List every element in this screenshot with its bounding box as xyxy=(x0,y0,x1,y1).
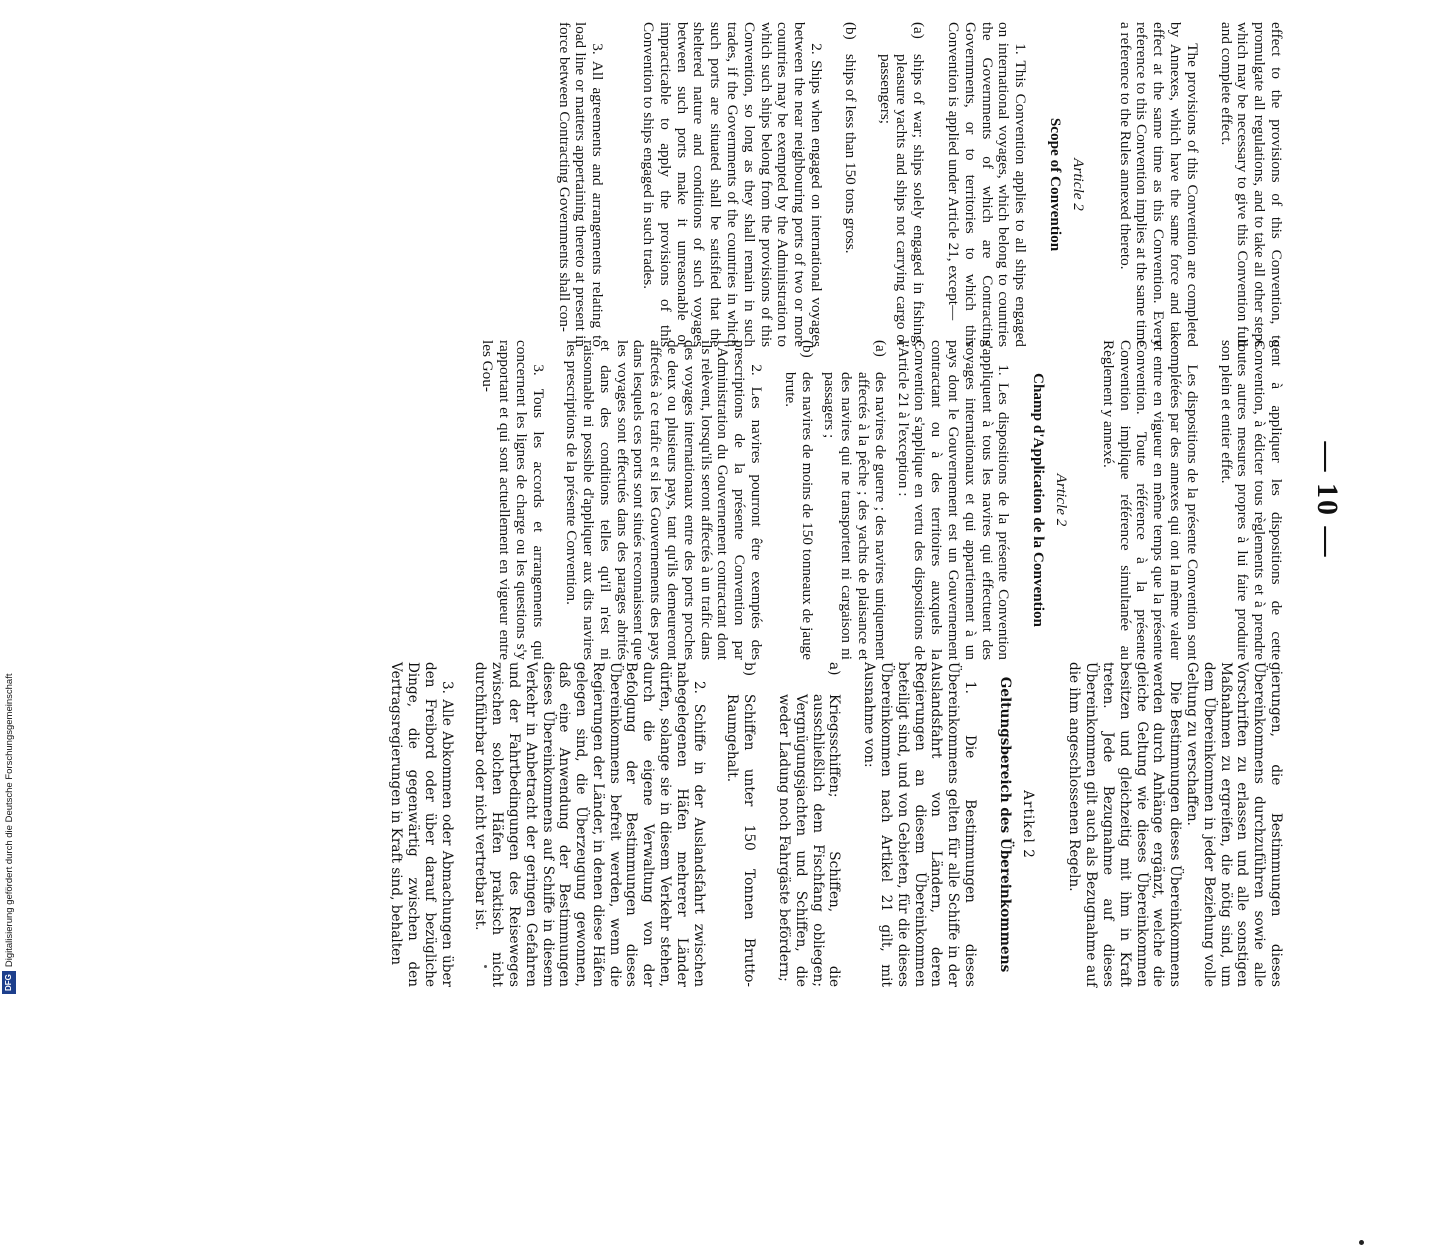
german-item-b xyxy=(724,662,758,987)
english-paragraph-1: 1. This Convention applies to all ships engaged on international voyages, which belong to countries the Governments of which are Contracting Governments, or to territories to which this Convention is applied under Article 21, except— xyxy=(945,22,1030,347)
french-paragraph-3: 3. Tous les accords et arrangements qui concernent les lignes de charge ou les questions s'y rapportant et qui sont actuellement en vigueur entre les Gou- xyxy=(479,340,547,660)
german-item-a-label: a) xyxy=(826,662,843,676)
english-article-title: Scope of Convention xyxy=(1047,117,1065,252)
french-item-a xyxy=(821,340,888,660)
french-article-title: Champ d'Application de la Convention xyxy=(1030,372,1048,628)
french-item-b xyxy=(781,340,815,660)
digitisation-credit-strip xyxy=(2,0,16,1000)
english-annex-paragraph: The provisions of this Convention are completed by Annexes, which have the same force and take effect at the same time as this Convention. Every reference to this Convention implies at the same time a reference to the Rules annexed thereto. xyxy=(1116,22,1201,347)
french-item-b-text: des navires de moins de 150 tonneaux de jauge brute. xyxy=(781,372,816,660)
page-number: — 10 — xyxy=(1311,441,1344,559)
english-article-label: Article 2 xyxy=(1069,158,1087,211)
french-article-label: Article 2 xyxy=(1053,473,1071,527)
english-item-a-text: ships of war; ships solely engaged in fishing; pleasure yachts and ships not carrying cargo or passengers; xyxy=(876,54,928,347)
print-speck xyxy=(1359,1240,1364,1245)
german-item-b-text: Schiffen unter 150 Tonnen Brutto-Raumgehalt. xyxy=(724,694,758,987)
german-paragraph-3: 3. Alle Abkommen oder Abmachungen über den Freibord oder über darauf bezügliche Dinge, die gegenwärtig zwischen den Vertragsregierungen in Kraft sind, behalten xyxy=(388,662,455,987)
english-paragraph-3: 3. All agreements and arrangements relating to load line or matters appertaining thereto at present in force between Contracting Governments shall con- xyxy=(555,22,607,347)
french-item-a-label: (a) xyxy=(871,340,889,357)
english-item-b-text: ships of less than 150 tons gross. xyxy=(841,54,859,254)
digitisation-credit xyxy=(2,0,16,994)
french-annex-paragraph: Les dispositions de la présente Convention sont complétées par des annexes qui ont la même valeur et entre en vigueur en même temps que la présente Convention. Toute référence à la présente Convention implique référence simultanée au Règlement y annexé. xyxy=(1099,340,1201,660)
french-item-b-label: (b) xyxy=(798,340,816,358)
german-item-b-label: b) xyxy=(741,662,758,677)
german-paragraph-1: 1. Die Bestimmungen dieses Übereinkommens gelten für alle Schiffe in der Auslandsfahrt von Ländern, deren Regierungen an diesem Übereinkommen beteiligt sind, und von Gebieten, für die dieses Übereinkommen nach Artikel 21 gilt, mit Ausnahme von: xyxy=(861,662,979,987)
german-intro-continuation: gierungen, die Bestimmungen dieses Übereinkommens durchzuführen sowie alle Vorschriften zu erlassen und alle sonstigen Maßnahmen zu ergreifen, die nötig sind, um dem Übereinkommen in jeder Beziehung volle Geltung zu verschaffen. xyxy=(1184,662,1284,987)
english-item-b-label: (b) xyxy=(841,22,859,40)
french-paragraph-1: 1. Les dispositions de la présente Convention s'appliquent à tous les navires qui effectuent des voyages internationaux et qui appartiennent à un pays dont le Gouvernement est un Gouvernement contractant ou à des territoires auxquels la Convention s'applique en vertu des dispositions de l'Article 21 à l'exception : xyxy=(894,340,1013,660)
german-article-title: Geltungsbereich des Übereinkommens xyxy=(996,676,1013,973)
french-intro-continuation: gent à appliquer les dispositions de cette Convention, à édicter tous règlements et à prendre toutes autres mesures propres à lui faire produire son plein et entier effet. xyxy=(1217,340,1285,660)
german-item-a xyxy=(775,662,842,987)
german-column xyxy=(387,662,1284,987)
dfg-logo: DFG xyxy=(2,971,16,994)
german-article-label: Artikel 2 xyxy=(1019,790,1036,859)
print-speck xyxy=(484,965,487,968)
english-item-b xyxy=(841,22,858,347)
german-paragraph-2: 2. Schiffe in der Auslandsfahrt zwischen nahegelegenen Häfen mehrerer Länder dürfen, solange sie in diesem Verkehr stehen, durch die eigene Verwaltung von der Befolgung der Bestimmungen dieses Übereinkommens befreit werden, wenn die Regierungen der Länder, in denen diese Häfen gelegen sind, die Überzeugung gewonnen, daß eine Anwendung der Bestimmungen dieses Übereinkommens auf Schiffe in diesem Verkehr in Anbetracht der geringen Gefahren und der Fahrtbedingungen des Reiseweges zwischen solchen Häfen praktisch nicht durchführbar oder nicht vertretbar ist. xyxy=(472,662,707,987)
german-item-a-text: Kriegsschiffen; Schiffen, die ausschließlich dem Fischfang obliegen; Vergnügungsjachten und Schiffen, die weder Ladung noch Fahrgäste befördern; xyxy=(776,694,843,987)
german-annex-paragraph: Die Bestimmungen dieses Übereinkommens werden durch Anhänge ergänzt, welche die gleiche Geltung wie dieses Übereinkommen besitzen und gleichzeitig mit ihm in Kraft treten. Jede Bezugnahme auf dieses Übereinkommen gilt auch als Bezugnahme auf die ihm angeschlossenen Regeln. xyxy=(1066,662,1184,987)
english-column xyxy=(555,22,1284,347)
french-column xyxy=(478,340,1284,660)
english-intro-continuation: effect to the provisions of this Convention, to promulgate all regulations, and to take all other steps which may be necessary to give this Convention full and complete effect. xyxy=(1217,22,1285,347)
english-item-a xyxy=(876,22,926,347)
french-paragraph-2: 2. Les navires pourront être exemptés des prescriptions de la présente Convention par l'Administration du Gouvernement contractant dont ils relèvent, lorsqu'ils seront affectés à un trafic dans des voyages internationaux entre des ports proches de deux ou plusieurs pays, tant qu'ils demeureront affectés à ce trafic et si les Gouvernements des pays dans lesquels ces ports sont situés reconnaissent que les voyages sont effectués dans des parages abrités et dans des conditions telles qu'il n'est ni raisonnable ni possible d'appliquer aux dits navires les prescriptions de la présente Convention. xyxy=(563,340,766,660)
english-item-a-label: (a) xyxy=(910,22,928,39)
french-item-a-text: des navires de guerre ; des navires uniquement affectés à la pêche ; des yachts de plaisance et des navires qui ne transportent ni cargaison ni passagers ; xyxy=(821,372,889,660)
english-paragraph-2: 2. Ships when engaged on international voyages between the near neighbouring ports of two or more countries may be exempted by the Administration to which such ships belong from the provisions of this Convention, so long as they shall remain in such trades, if the Governments of the countries in which such ports are situated shall be satisfied that the sheltered nature and conditions of such voyages between such ports make it unreasonable or impracticable to apply the provisions of this Convention to ships engaged in such trades. xyxy=(640,22,826,347)
credit-text: Digitalisierung gefördert durch die Deutsche Forschungsgemeinschaft xyxy=(3,673,15,968)
